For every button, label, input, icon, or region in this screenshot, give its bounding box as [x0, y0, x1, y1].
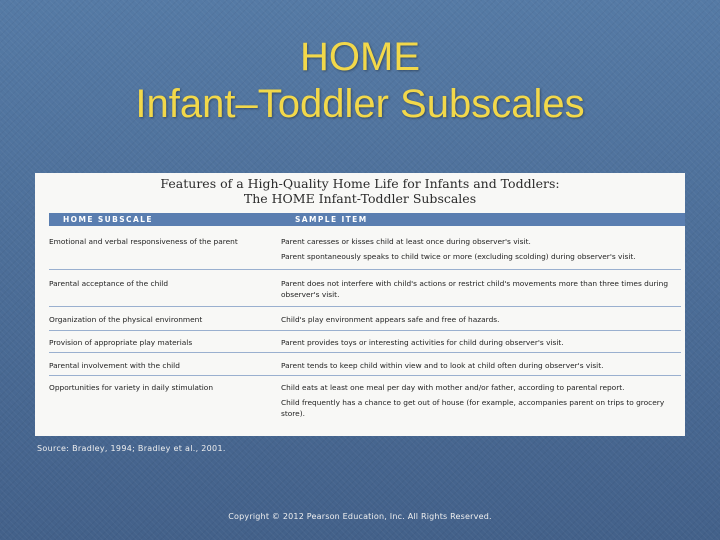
slide-title	[0, 34, 720, 128]
title-line-2: Infant–Toddler Subscales	[135, 82, 585, 126]
table-header	[49, 213, 685, 226]
figure-title-line-2: The HOME Infant-Toddler Subscales	[243, 191, 477, 206]
table-row	[49, 337, 681, 353]
row-sample-items	[281, 236, 681, 266]
row-subscale: Parental acceptance of the child	[49, 279, 169, 288]
row-subscale: Organization of the physical environment	[49, 315, 203, 324]
column-header-sample-item: SAMPLE ITEM	[295, 215, 368, 224]
figure-title-line-1: Features of a High-Quality Home Life for Infants and Toddlers:	[160, 176, 560, 191]
row-sample-items	[281, 360, 681, 375]
row-subscale: Provision of appropriate play materials	[49, 338, 193, 347]
sample-item: Parent tends to keep child within view and to look at child often during observer's visit.	[281, 361, 604, 370]
table-row	[49, 278, 681, 307]
title-line-1: HOME	[300, 35, 420, 79]
row-sample-items	[281, 382, 681, 423]
source-note: Source: Bradley, 1994; Bradley et al., 2001.	[37, 444, 226, 453]
table-row	[49, 360, 681, 376]
row-sample-items	[281, 278, 681, 304]
table-figure	[35, 173, 685, 436]
row-sample-items	[281, 337, 681, 352]
column-header-subscale: HOME SUBSCALE	[63, 215, 153, 224]
sample-item: Child eats at least one meal per day with mother and/or father, according to parental report.	[281, 383, 625, 392]
sample-item: Child's play environment appears safe and free of hazards.	[281, 315, 500, 324]
sample-item: Child frequently has a chance to get out of house (for example, accompanies parent on trips to grocery store).	[281, 398, 665, 418]
row-subscale: Opportunities for variety in daily stimulation	[49, 383, 214, 392]
sample-item: Parent provides toys or interesting activities for child during observer's visit.	[281, 338, 564, 347]
table-row	[49, 382, 681, 430]
table-row	[49, 236, 681, 270]
figure-title	[35, 176, 685, 206]
copyright-notice: Copyright © 2012 Pearson Education, Inc. All Rights Reserved.	[228, 512, 492, 521]
sample-item: Parent does not interfere with child's actions or restrict child's movements more than three times during observer's visit.	[281, 279, 669, 299]
row-subscale: Emotional and verbal responsiveness of the parent	[49, 237, 238, 246]
row-sample-items	[281, 314, 681, 329]
sample-item: Parent caresses or kisses child at least once during observer's visit.	[281, 237, 531, 246]
table-row	[49, 314, 681, 331]
sample-item: Parent spontaneously speaks to child twice or more (excluding scolding) during observer's visit.	[281, 252, 636, 261]
row-subscale: Parental involvement with the child	[49, 361, 180, 370]
